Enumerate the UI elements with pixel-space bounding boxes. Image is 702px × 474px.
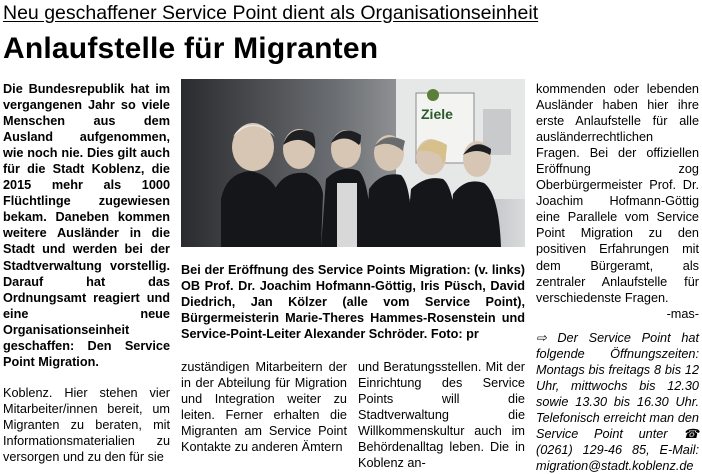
lead-paragraph: Die Bundesrepublik hat im vergangenen Jahr so viele Menschen aus dem Ausland aufgenommen, wie noch nie. Dies gilt auch für die Stadt Koblenz, die 2015 mehr als 1000 Flüchtlinge zugewiesen bekam. Daneben kommen weitere Ausländer in die Stadt und werden bei der Stadtverwaltung vorstellig. Darauf hat das Ordnungsamt reagiert und eine neue Organisationseinheit geschaffen: Den Service Point Migration. xyxy=(3,82,170,369)
column-2 xyxy=(181,359,347,455)
article-photo xyxy=(181,79,525,247)
headline: Anlaufstelle für Migranten xyxy=(3,32,379,65)
body-paragraph-3: und Beratungsstellen. Mit der Einrichtung des Service Points will die Stadtverwaltung die Willkommenskultur auch im Behördenalltag leben. Die in Koblenz an- xyxy=(358,360,525,471)
info-box: ⇨ Der Service Point hat folgende Öffnungszeiten: Montags bis freitags 8 bis 12 Uhr, mittwochs bis 12.30 sowie 13.30 bis 16.30 Uhr. Telefonisch erreicht man den Service Point unter ☎ (0261) 129-46 85, E-Mail: migration@stadt.koblenz.de xyxy=(536,330,699,474)
column-3 xyxy=(358,359,525,471)
author-signature: -mas- xyxy=(666,306,699,321)
body-paragraph-2: zuständigen Mitarbeitern der in der Abteilung für Migration und Integration weiter zu leiten. Ferner erhalten die Migranten am Service Point Kontakte zu anderen Ämtern xyxy=(181,360,347,455)
column-4 xyxy=(536,81,699,474)
photo-caption: Bei der Eröffnung des Service Points Migration: (v. links) OB Prof. Dr. Joachim Hofmann-Göttig, Iris Püsch, David Diedrich, Jan Kölzer (alle vom Service Point), Bürgermeisterin Marie-Theres Hammes-Rosenstein und Service-Point-Leiter Alexander Schröder. Foto: pr xyxy=(181,263,525,342)
photo-sign-text: Ziele xyxy=(421,106,453,122)
body-paragraph-1: Koblenz. Hier stehen vier Mitarbeiter/innen bereit, um Migranten zu beraten, mit Informationsmaterialien zu versorgen und zu den für sie xyxy=(3,385,170,465)
body-paragraph-4: kommenden oder lebenden Ausländer haben hier ihre erste Anlaufstelle für alle ausländerrechtlichen Fragen. Bei der offiziellen Eröffnung zog Oberbürgermeister Prof. Dr. Joachim Hofmann-Göttig eine Parallele vom Service Point Migration zu den positiven Erfahrungen mit dem Bürgeramt, als zentraler Anlaufstelle für verschiedenste Fragen. xyxy=(536,82,699,305)
column-1 xyxy=(3,81,170,465)
kicker: Neu geschaffener Service Point dient als Organisationseinheit xyxy=(3,2,539,24)
